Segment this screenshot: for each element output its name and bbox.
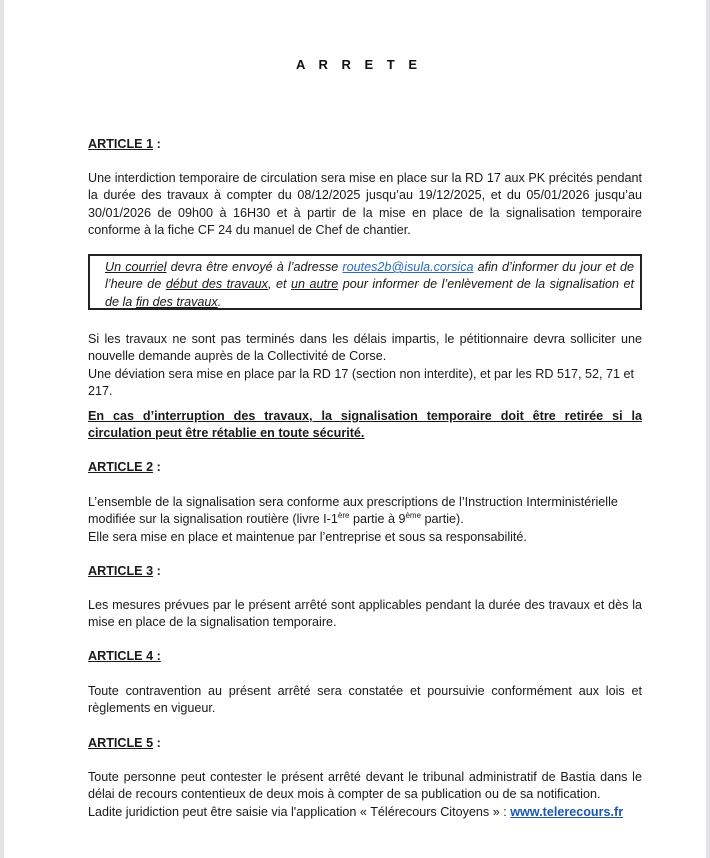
document-title: A R R E T E [295,57,423,72]
article-1-paragraph: Une interdiction temporaire de circulation sera mise en place sur la RD 17 aux PK précités pendant la durée des travaux à compter du 08/12/2025 jusqu’au 19/12/2025, et du 05/01/2026 jusqu’au 30/01/2026 de 09h00 à 16H30 et à partir de la mise en place de la signalisation temporaire conforme à la fiche CF 24 du manuel de Chef de chantier. [88,171,642,238]
article-3-paragraph: Les mesures prévues par le présent arrêté sont applicables pendant la durée des travaux et dès la mise en place de la signalisation temporaire. [88,598,642,630]
email-notice-box: Un courriel devra être envoyé à l’adresse routes2b@isula.corsica afin d’informer du jour et de l’heure de début des travaux, et un autre pour informer de l’enlèvement de la signalisation et de la fin des travaux. [88,254,642,310]
telerecours-link[interactable]: www.telerecours.fr [510,804,624,819]
article-1-warning: En cas d’interruption des travaux, la signalisation temporaire doit être retirée si la circulation peut être rétablie en toute sécurité. [88,409,642,441]
article-2-paragraph: L’ensemble de la signalisation sera conforme aux prescriptions de l’Instruction Interministérielle modifiée sur la signalisation routière (livre I-1ère partie à 9ème partie). Elle sera mise en place et maintenue par l’entreprise et sous sa responsabilité. [88,495,618,544]
email-link[interactable]: routes2b@isula.corsica [342,260,474,274]
article-2-heading: ARTICLE 2 : [88,460,161,474]
article-1-deadline-paragraph: Si les travaux ne sont pas terminés dans les délais impartis, le pétitionnaire devra solliciter une nouvelle demande auprès de la Collectivité de Corse. Une déviation sera mise en place par la RD 17 (section non interdite), et par les RD 517, 52, 71 et 217. [88,332,642,399]
article-5-paragraph: Toute personne peut contester le présent arrêté devant le tribunal administratif de Bastia dans le délai de recours contentieux de deux mois à compter de sa publication ou de sa notification. Ladite juridiction peut être saisie via l'application « Télérecours Citoyens » : www.telerecours.fr [88,770,642,819]
article-4-paragraph: Toute contravention au présent arrêté sera constatée et poursuivie conformément aux lois et règlements en vigueur. [88,684,642,716]
article-1-heading: ARTICLE 1 : [88,137,161,151]
article-5-heading: ARTICLE 5 : [88,736,161,750]
article-3-heading: ARTICLE 3 : [88,564,161,578]
article-4-heading: ARTICLE 4 : [88,649,161,663]
document-page [4,0,706,858]
